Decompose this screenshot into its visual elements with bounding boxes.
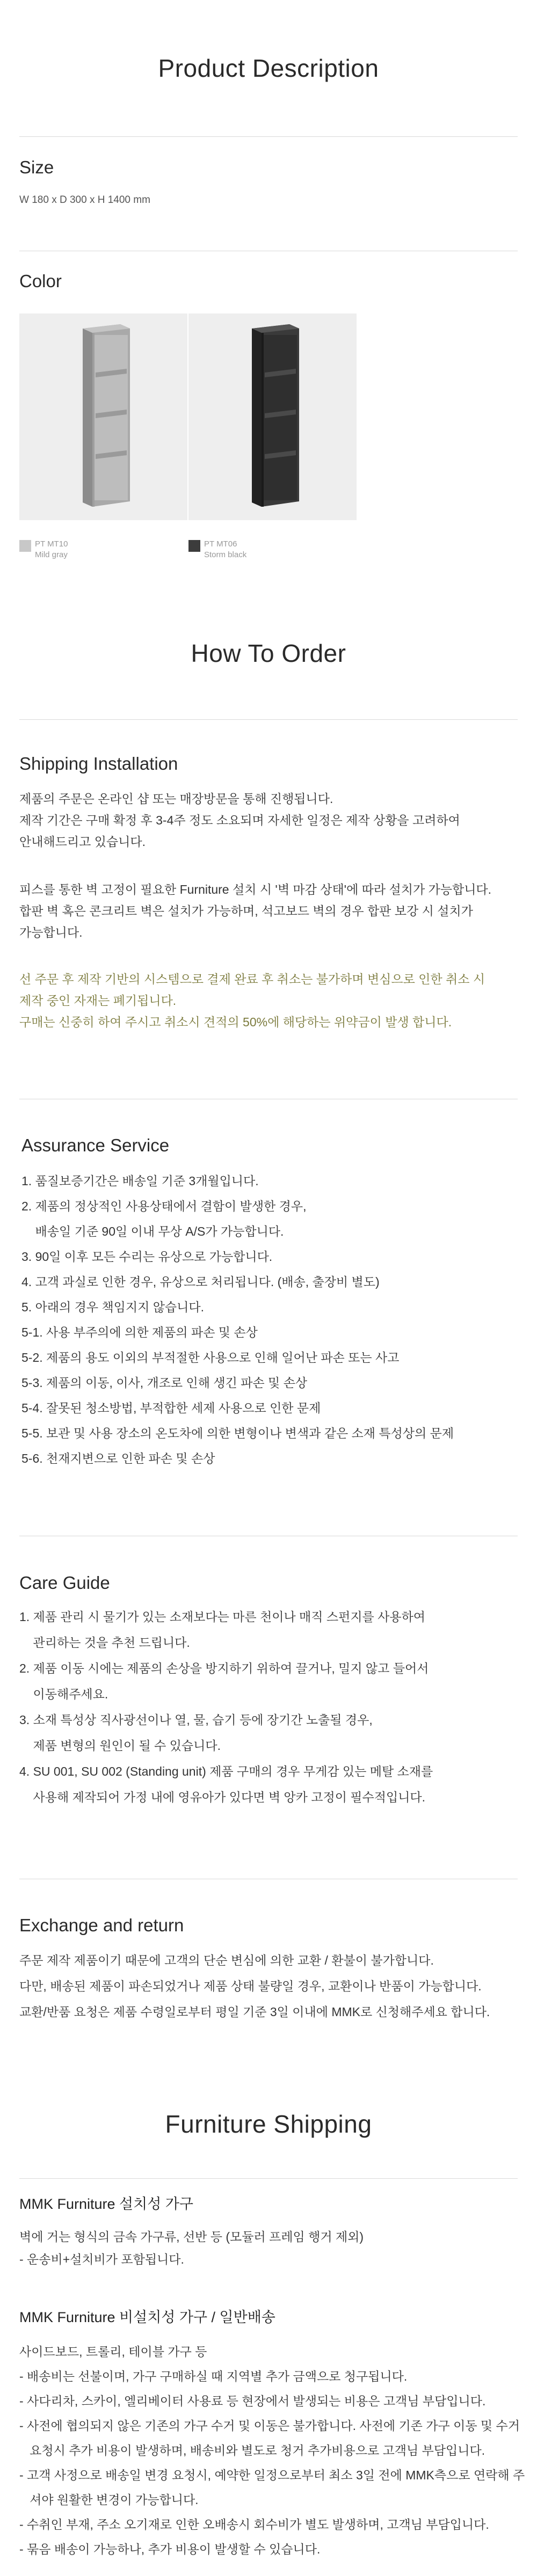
list-item: 제품 변형의 원인이 될 수 있습니다. xyxy=(19,1739,221,1753)
shipping-installation-heading: Shipping Installation xyxy=(19,754,178,773)
size-value: W 180 x D 300 x H 1400 mm xyxy=(19,194,150,206)
list-item: 이동해주세요. xyxy=(19,1687,108,1701)
list-item: 1. 품질보증기간은 배송일 기준 3개월입니다. xyxy=(21,1174,259,1188)
swatch-code: PT MT10 xyxy=(35,539,68,549)
divider xyxy=(19,719,518,720)
list-item: 2. 제품 이동 시에는 제품의 손상을 방지하기 위하여 끌거나, 밀지 않고 들어서 xyxy=(19,1661,429,1675)
product-description-title: Product Description xyxy=(158,54,379,82)
text-line: - 고객 사정으로 배송일 변경 요청시, 예약한 일정으로부터 최소 3일 전에 MMK측으로 연락해 주 xyxy=(19,2468,525,2482)
text-line: - 수취인 부재, 주소 오기재로 인한 오배송시 회수비가 별도 발생하며, 고객님 부담입니다. xyxy=(19,2517,489,2531)
list-item: 4. 고객 과실로 인한 경우, 유상으로 처리됩니다. (배송, 출장비 별도) xyxy=(21,1275,380,1289)
text-line: 가능합니다. xyxy=(19,925,83,939)
list-item: 관리하는 것을 추천 드립니다. xyxy=(19,1636,190,1650)
furniture-shipping-title: Furniture Shipping xyxy=(165,2110,372,2138)
exchange-return-heading: Exchange and return xyxy=(19,1915,184,1935)
list-item: 3. 소재 특성상 직사광선이나 열, 물, 습기 등에 장기간 노출될 경우, xyxy=(19,1713,373,1727)
list-item: 5-4. 잘못된 청소방법, 부적합한 세제 사용으로 인한 문제 xyxy=(21,1401,321,1415)
divider xyxy=(19,2178,518,2179)
list-item: 배송일 기준 90일 이내 무상 A/S가 가능합니다. xyxy=(21,1224,284,1238)
list-item: 5-5. 보관 및 사용 장소의 온도차에 의한 변형이나 변색과 같은 소재 특성상의 문제 xyxy=(21,1426,454,1440)
list-item: 1. 제품 관리 시 물기가 있는 소재보다는 마른 천이나 매직 스펀지를 사용하여 xyxy=(19,1610,426,1624)
list-item: 2. 제품의 정상적인 사용상태에서 결함이 발생한 경우, xyxy=(21,1199,307,1213)
swatch-image-storm-black[interactable] xyxy=(188,313,357,520)
notice-line: 구매는 신중히 하여 주시고 취소시 견적의 50%에 해당하는 위약금이 발생 합니다. xyxy=(19,1015,452,1029)
text-line: 제품의 주문은 온라인 샵 또는 매장방문을 통해 진행됩니다. xyxy=(19,792,333,806)
text-line: 요청시 추가 비용이 발생하며, 배송비와 별도로 청거 추가비용으로 고객님 부담입니다. xyxy=(19,2443,485,2457)
swatch-name: Mild gray xyxy=(35,550,68,559)
list-item: 사용해 제작되어 가정 내에 영유아가 있다면 벽 앙카 고정이 필수적입니다. xyxy=(19,1790,426,1804)
list-item: 3. 90일 이후 모든 수리는 유상으로 가능합니다. xyxy=(21,1250,273,1264)
swatch-image-mild-gray[interactable] xyxy=(19,313,187,520)
size-heading: Size xyxy=(19,157,54,177)
list-item: 4. SU 001, SU 002 (Standing unit) 제품 구매의 경우 무게감 있는 메탈 소재를 xyxy=(19,1764,433,1778)
list-item: 5. 아래의 경우 책임지지 않습니다. xyxy=(21,1300,204,1314)
cabinet-black-image xyxy=(188,313,357,520)
how-to-order-title: How To Order xyxy=(191,639,346,667)
swatch-name: Storm black xyxy=(204,550,247,559)
list-item: 5-3. 제품의 이동, 이사, 개조로 인해 생긴 파손 및 손상 xyxy=(21,1376,308,1390)
list-item: 5-2. 제품의 용도 이외의 부적절한 사용으로 인해 일어난 파손 또는 사고 xyxy=(21,1351,400,1364)
text-line: 벽에 거는 형식의 금속 가구류, 선반 등 (모듈러 프레임 행거 제외) xyxy=(19,2230,364,2244)
storm-black-chip xyxy=(188,540,200,552)
text-line: 다만, 배송된 제품이 파손되었거나 제품 상태 불량일 경우, 교환이나 반품이 가능합니다. xyxy=(19,1979,482,1993)
swatch-code: PT MT06 xyxy=(204,539,237,549)
cabinet-gray-image xyxy=(19,313,187,520)
text-line: 교환/반품 요청은 제품 수령일로부터 평일 기준 3일 이내에 MMK로 신청해주세요 합니다. xyxy=(19,2005,490,2019)
text-line: - 운송비+설치비가 포함됩니다. xyxy=(19,2252,184,2266)
mild-gray-chip xyxy=(19,540,31,552)
notice-line: 선 주문 후 제작 기반의 시스템으로 결제 완료 후 취소는 불가하며 변심으로 인한 취소 시 xyxy=(19,972,485,986)
text-line: - 사다리차, 스카이, 엘리베이터 사용료 등 현장에서 발생되는 비용은 고객님 부담입니다. xyxy=(19,2394,486,2408)
install-furniture-heading: MMK Furniture 설치성 가구 xyxy=(19,2196,193,2212)
text-line: 셔야 원활한 변경이 가능합니다. xyxy=(19,2493,199,2507)
color-heading: Color xyxy=(19,271,62,291)
non-install-furniture-heading: MMK Furniture 비설치성 가구 / 일반배송 xyxy=(19,2309,275,2325)
text-line: - 사전에 협의되지 않은 기존의 가구 수거 및 이동은 불가합니다. 사전에 기존 가구 이동 및 수거 xyxy=(19,2419,520,2433)
divider xyxy=(19,136,518,137)
text-line: - 묶음 배송이 가능하나, 추가 비용이 발생할 수 있습니다. xyxy=(19,2542,321,2556)
text-line: 피스를 통한 벽 고정이 필요한 Furniture 설치 시 '벽 마감 상태'에 따라 설치가 가능합니다. xyxy=(19,882,492,896)
text-line: 합판 벽 혹은 콘크리트 벽은 설치가 가능하며, 석고보드 벽의 경우 합판 보강 시 설치가 xyxy=(19,904,473,918)
text-line: 안내해드리고 있습니다. xyxy=(19,835,146,849)
list-item: 5-6. 천재지변으로 인한 파손 및 손상 xyxy=(21,1451,215,1465)
text-line: 제작 기간은 구매 확정 후 3-4주 정도 소요되며 자세한 일정은 제작 상황을 고려하여 xyxy=(19,813,460,827)
care-guide-heading: Care Guide xyxy=(19,1573,110,1593)
list-item: 5-1. 사용 부주의에 의한 제품의 파손 및 손상 xyxy=(21,1325,258,1339)
assurance-service-heading: Assurance Service xyxy=(21,1135,170,1155)
text-line: 사이드보드, 트롤리, 테이블 가구 등 xyxy=(19,2345,207,2359)
text-line: 주문 제작 제품이기 때문에 고객의 단순 변심에 의한 교환 / 환불이 불가합니다. xyxy=(19,1953,434,1967)
text-line: - 배송비는 선불이며, 가구 구매하실 때 지역별 추가 금액으로 청구됩니다. xyxy=(19,2369,408,2383)
notice-line: 제작 중인 자재는 폐기됩니다. xyxy=(19,994,177,1008)
